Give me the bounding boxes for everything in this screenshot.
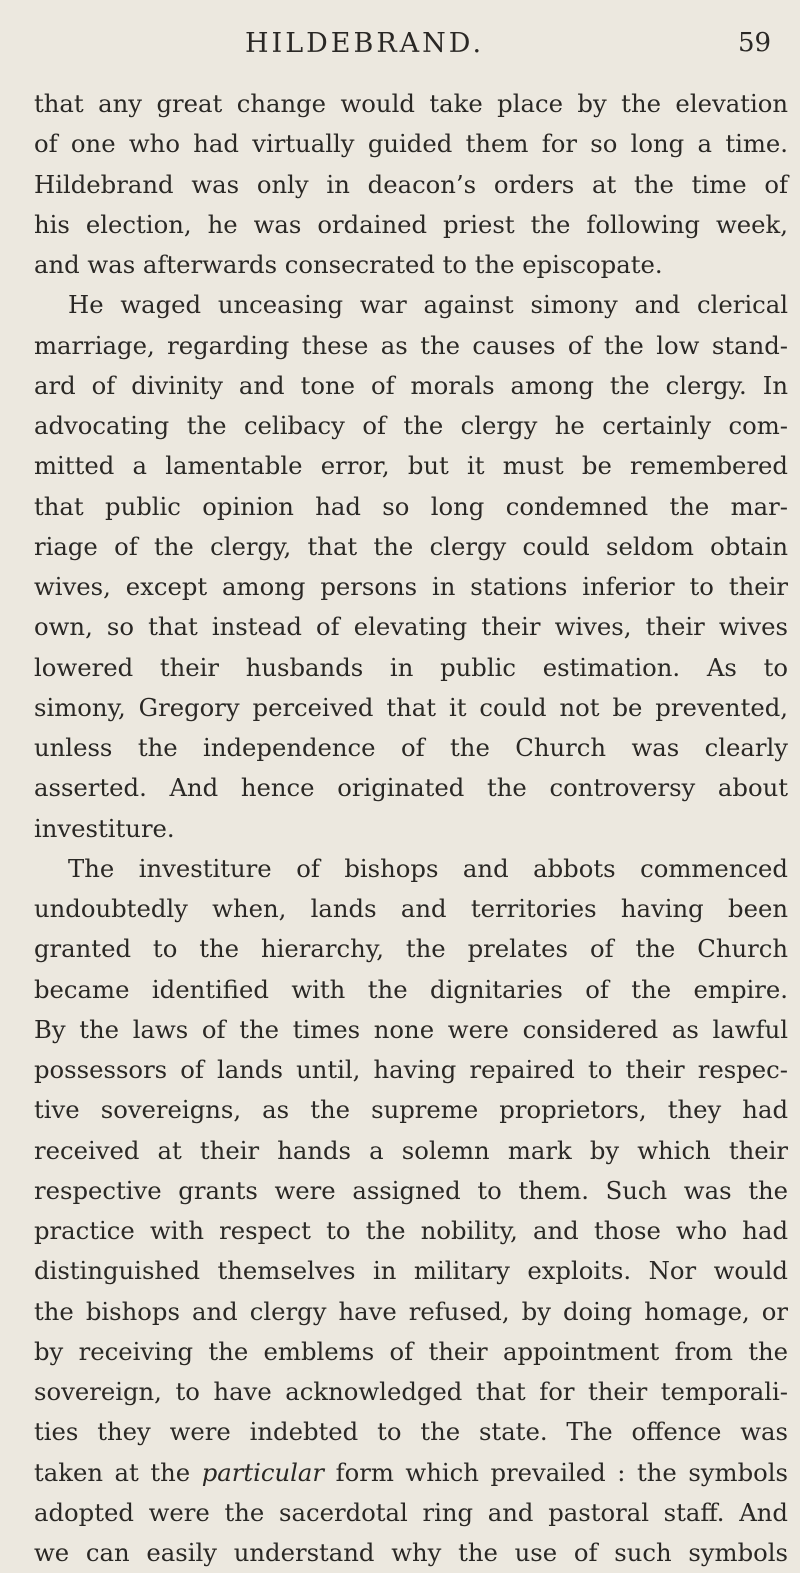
text-line: and was afterwards consecrated to the episcopate. [34,250,663,279]
text-line: possessors of lands until, having repaired to their respec- [34,1055,788,1084]
text-line: investiture. [34,813,175,843]
text-line: the bishops and clergy have refused, by doing homage, or [34,1296,788,1326]
text-line: practice with respect to the nobility, and those who had [34,1216,788,1245]
text-line: respective grants were assigned to them. Such was the [34,1175,788,1205]
text-line: distinguished themselves in military exploits. Nor would [34,1256,788,1286]
text-line: by receiving the emblems of their appointment from the [34,1336,788,1366]
text-segment: taken at the [34,1457,202,1487]
page-number: 59 [738,28,772,58]
text-line: ard of divinity and tone of morals among the clergy. In [34,370,788,400]
text-line: granted to the hierarchy, the prelates of the Church [34,934,788,964]
text-line: that any great change would take place by the elevation [34,89,788,118]
text-line [34,1453,788,1493]
text-line: we can easily understand why the use of such symbols [34,1538,788,1567]
text-line: By the laws of the times none were considered as lawful [34,1014,788,1044]
running-head [0,22,800,62]
text-line: of one who had virtually guided them for so long a time. [34,129,788,159]
text-line: mitted a lamentable error, but it must be remembered [34,451,788,481]
text-line: riage of the clergy, that the clergy could seldom obtain [34,531,788,561]
text-line: He waged unceasing war against simony and clerical [68,290,788,320]
text-line: ties they were indebted to the state. The offence was [34,1417,788,1447]
text-line: received at their hands a solemn mark by which their [34,1135,788,1165]
text-line: simony, Gregory perceived that it could not be prevented, [34,692,788,722]
text-line: Hildebrand was only in deacon’s orders at the time of [34,169,788,199]
text-line: adopted were the sacerdotal ring and pastoral staff. And [34,1497,788,1527]
text-line: unless the independence of the Church was clearly [34,733,788,762]
italic-word: particular [201,1457,325,1487]
text-line: asserted. And hence originated the controversy about [34,773,788,803]
text-line: undoubtedly when, lands and territories having been [34,894,788,923]
body-text [34,84,788,1573]
text-line: wives, except among persons in stations inferior to their [34,572,788,601]
running-head-title: HILDEBRAND. [245,28,485,59]
text-line: that public opinion had so long condemned the mar- [34,491,788,521]
text-line: his election, he was ordained priest the following week, [34,209,788,239]
text-line: The investiture of bishops and abbots commenced [68,853,788,883]
text-line: advocating the celibacy of the clergy he certainly com- [34,411,788,440]
text-segment: form which prevailed : the symbols [324,1457,788,1487]
text-line: marriage, regarding these as the causes of the low stand- [34,330,788,360]
text-line: tive sovereigns, as the supreme proprietors, they had [34,1095,788,1125]
text-line: sovereign, to have acknowledged that for their temporali- [34,1377,788,1406]
text-line: became identified with the dignitaries of the empire. [34,974,788,1004]
text-line: own, so that instead of elevating their wives, their wives [34,612,788,642]
text-line: lowered their husbands in public estimation. As to [34,652,788,682]
